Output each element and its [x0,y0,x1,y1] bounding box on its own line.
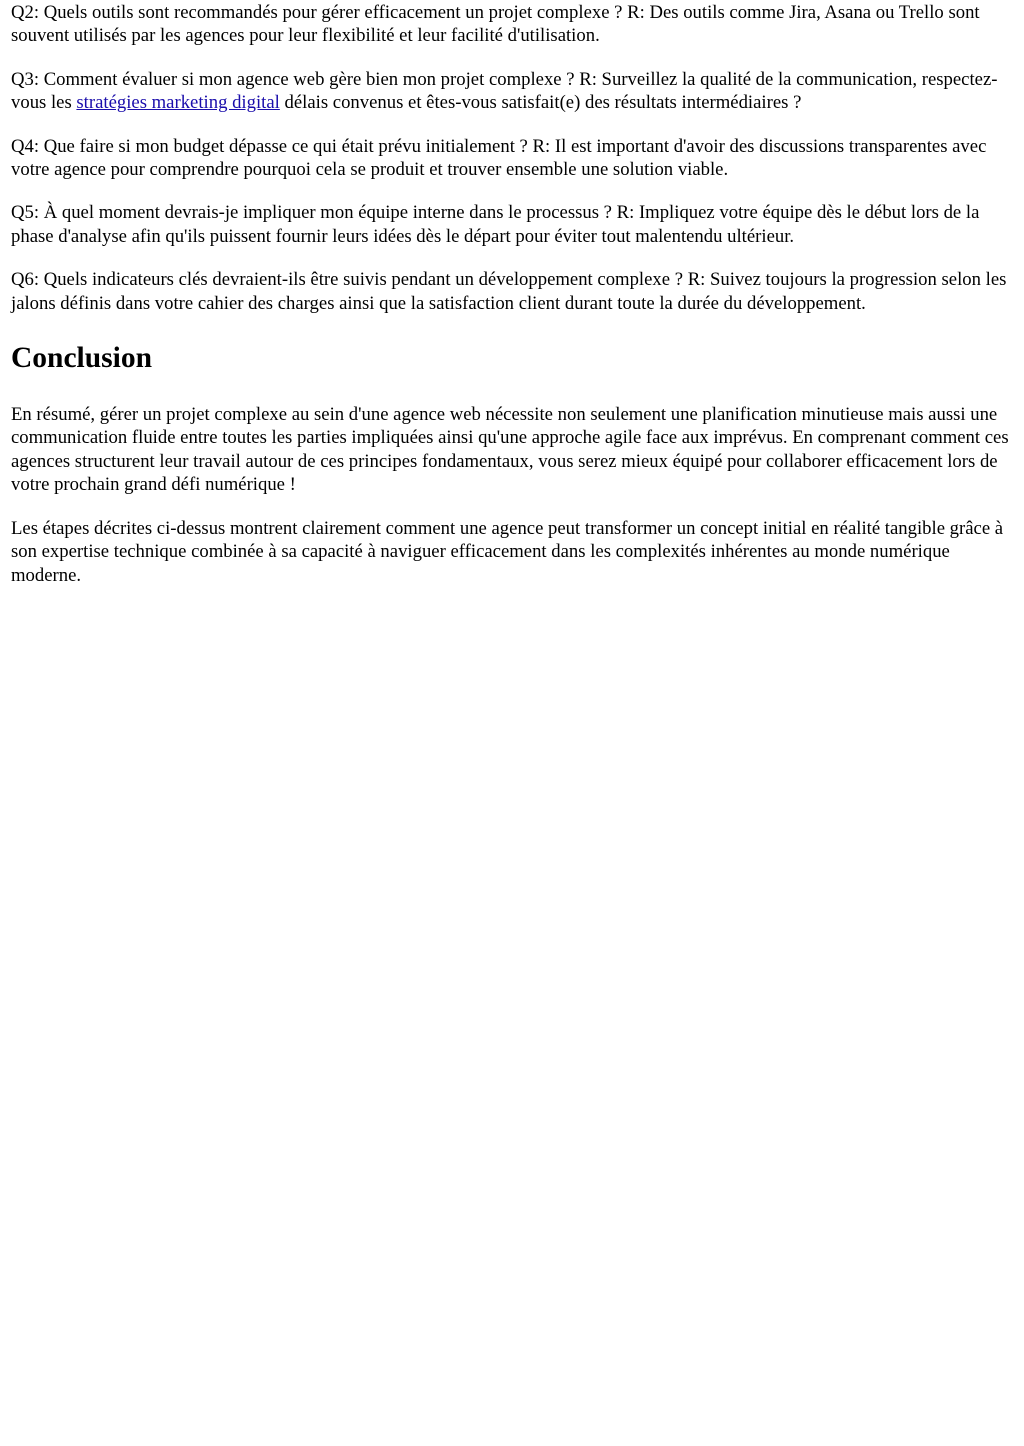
conclusion-paragraph-2: Les étapes décrites ci-dessus montrent clairement comment une agence peut transformer un concept initial en réalité tangible grâce à son expertise technique combinée à sa capacité à naviguer efficacement dans les complexités inhérentes au monde numérique moderne. [11,517,1004,586]
faq-q2-paragraph: Q2: Quels outils sont recommandés pour gérer efficacement un projet complexe ? R: Des outils comme Jira, Asana ou Trello sont souvent utilisés par les agences pour leur flexibilité et leur facilité d'utilisation. [11,2,980,47]
marketing-strategies-link[interactable]: stratégies marketing digital [76,92,280,114]
faq-q6-paragraph: Q6: Quels indicateurs clés devraient-ils être suivis pendant un développement complexe ? R: Suivez toujours la progression selon les jalons définis dans votre cahier des charges ainsi que la satisfaction client durant toute la durée du développement. [11,269,1007,314]
faq-q3-text-after: délais convenus et êtes-vous satisfait(e) des résultats intermédiaires ? [279,92,802,114]
conclusion-paragraph-1: En résumé, gérer un projet complexe au sein d'une agence web nécessite non seulement une planification minutieuse mais aussi une communication fluide entre toutes les parties impliquées ainsi qu'une approche agile face aux imprévus. En comprenant comment ces agences structurent leur travail autour de ces principes fondamentaux, vous serez mieux équipé pour collaborer efficacement lors de votre prochain grand défi numérique ! [11,404,1009,496]
faq-q4-paragraph: Q4: Que faire si mon budget dépasse ce qui était prévu initialement ? R: Il est important d'avoir des discussions transparentes avec votre agence pour comprendre pourquoi cela se produit et trouver ensemble une solution viable. [11,135,987,181]
faq-q5-paragraph: Q5: À quel moment devrais-je impliquer mon équipe interne dans le processus ? R: Impliquez votre équipe dès le début lors de la phase d'analyse afin qu'ils puissent fournir leurs idées dès le départ pour éviter tout malentendu ultérieur. [11,202,980,247]
article-content [11,0,1014,607]
conclusion-heading: Conclusion [11,342,152,375]
faq-q3-text-before: Q3: Comment évaluer si mon agence web gère bien mon projet complexe ? R: Surveillez la qualité de la communication, respectez-vous les [11,68,998,114]
faq-q3-paragraph [11,68,1014,115]
